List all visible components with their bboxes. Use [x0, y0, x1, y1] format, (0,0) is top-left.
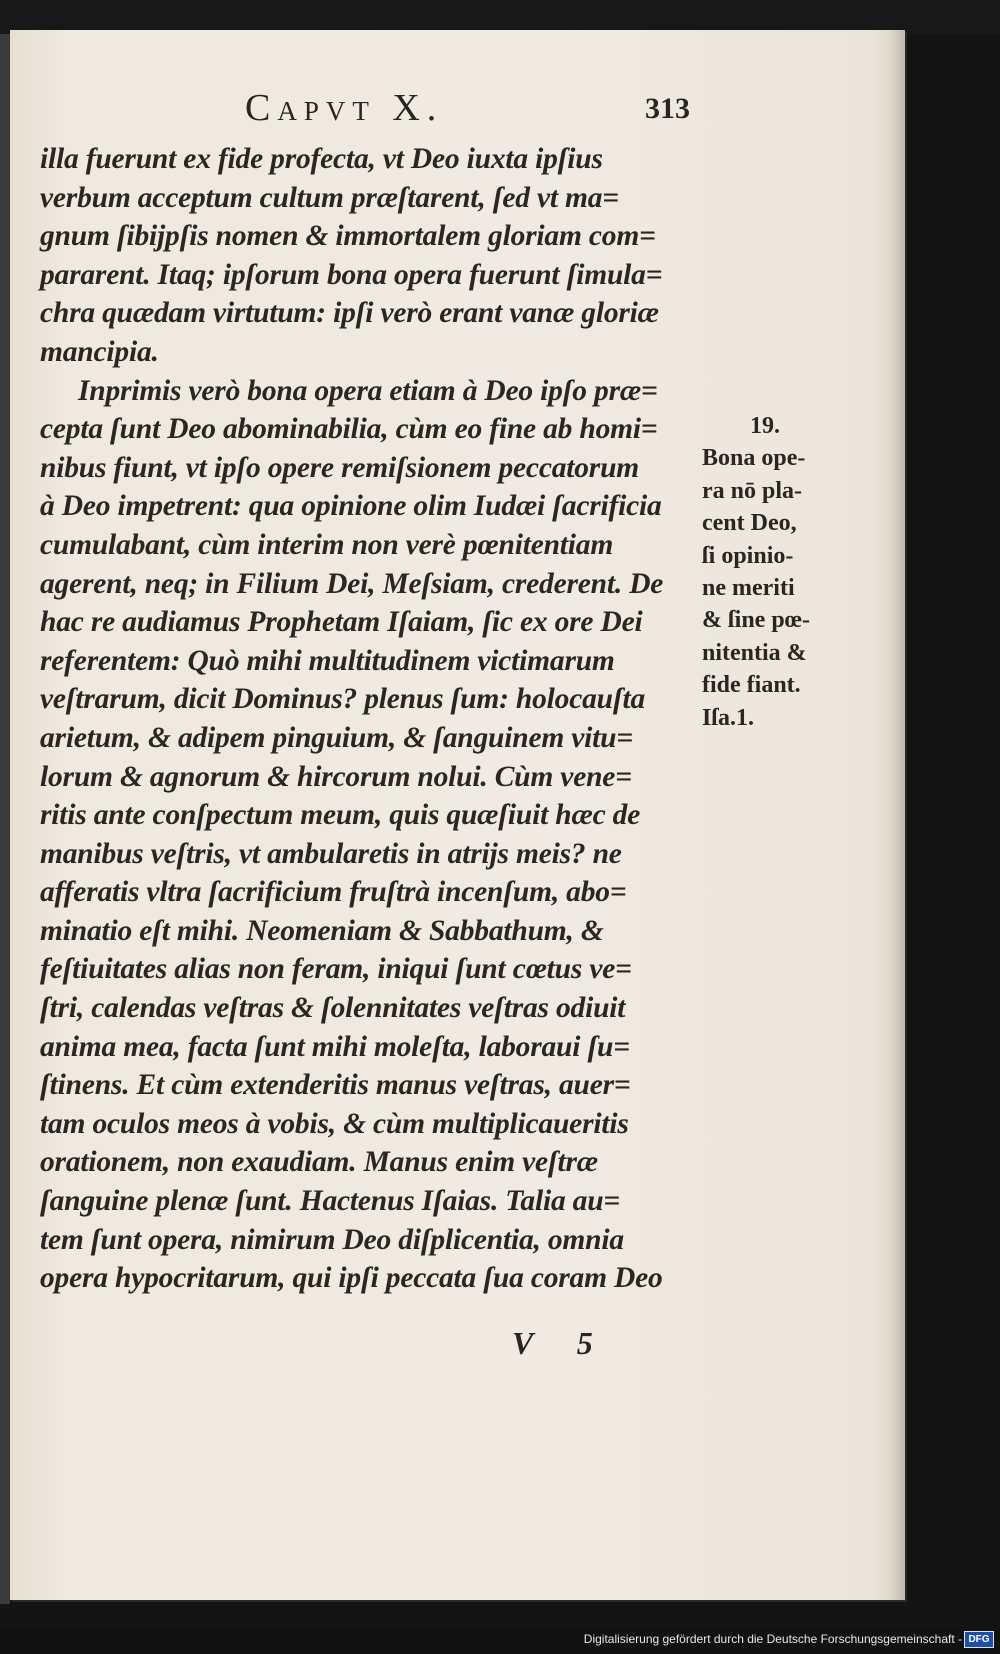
text-line: ſtinens. Et cùm extenderitis manus veſtras, auer= — [40, 1069, 631, 1102]
dfg-logo-icon: DFG — [964, 1631, 994, 1648]
text-line: chra quædam virtutum: ipſi verò erant vanæ gloriæ — [40, 297, 659, 330]
text-line: nibus fiunt, vt ipſo opere remiſsionem peccatorum — [40, 451, 640, 484]
marginal-note-line: fide fiant. — [702, 672, 801, 699]
marginal-note — [702, 410, 842, 734]
text-line: manibus veſtris, vt ambularetis in atrijs meis? ne — [40, 837, 622, 870]
text-line: referentem: Quò mihi multitudinem victimarum — [40, 644, 615, 677]
text-line: verbum acceptum cultum præſtarent, ſed vt ma= — [40, 181, 619, 214]
text-line: tem ſunt opera, nimirum Deo diſplicentia, omnia — [40, 1223, 624, 1256]
text-line: mancipia. — [40, 335, 159, 368]
text-line: anima mea, facta ſunt mihi moleſta, laboraui ſu= — [40, 1030, 630, 1063]
marginal-note-line: Iſa.1. — [702, 704, 755, 731]
text-line: feſtiuitates alias non feram, iniqui ſunt cœtus ve= — [40, 953, 632, 986]
digitization-credit: Digitalisierung gefördert durch die Deutsche Forschungsgemeinschaft - — [583, 1632, 962, 1646]
text-line: hac re audiamus Prophetam Iſaiam, ſic ex ore Dei — [40, 606, 643, 639]
text-line: tam oculos meos à vobis, & cùm multiplicaueritis — [40, 1107, 629, 1140]
scan-left-edge — [0, 34, 10, 1604]
marginal-note-line: & ſine pœ- — [702, 607, 810, 634]
text-line: arietum, & adipem pinguium, & ſanguinem vitu= — [40, 721, 633, 754]
text-line: veſtrarum, dicit Dominus? plenus ſum: holocauſta — [40, 683, 646, 716]
text-line: ritis ante conſpectum meum, quis quæſiuit hæc de — [40, 799, 641, 832]
text-line: à Deo impetrent: qua opinione olim Iudæi ſacrificia — [40, 490, 662, 523]
marginal-note-line: Bona ope- — [702, 445, 806, 472]
scan-top-border — [0, 0, 1000, 34]
page-header — [40, 86, 690, 136]
marginal-note-line: nitentia & — [702, 639, 807, 666]
text-line: ſanguine plenæ ſunt. Hactenus Iſaias. Talia au= — [40, 1185, 621, 1218]
text-line: afferatis vltra ſacrificium fruſtrà incenſum, abo= — [40, 876, 627, 909]
text-line: opera hypocritarum, qui ipſi peccata ſua coram Deo — [40, 1262, 663, 1295]
page-number: 313 — [645, 92, 690, 125]
text-line: Inprimis verò bona opera etiam à Deo ipſo præ= — [78, 374, 658, 407]
text-line: agerent, neq; in Filium Dei, Meſsiam, crederent. De — [40, 567, 664, 600]
marginal-note-number: 19. — [750, 413, 780, 439]
marginal-note-line: ne meriti — [702, 575, 795, 602]
running-head: Capvt X. — [245, 87, 444, 129]
text-line: orationem, non exaudiam. Manus enim veſtræ — [40, 1146, 598, 1179]
marginal-note-line: ſi opinio- — [702, 542, 794, 569]
text-line: lorum & agnorum & hircorum nolui. Cùm vene= — [40, 760, 632, 793]
text-line: cumulabant, cùm interim non verè pœnitentiam — [40, 528, 614, 561]
marginal-note-line: cent Deo, — [702, 510, 797, 537]
text-line: ſtri, calendas veſtras & ſolennitates veſtras odiuit — [40, 992, 626, 1025]
text-line: pararent. Itaq; ipſorum bona opera fuerunt ſimula= — [40, 258, 663, 291]
text-line: minatio eſt mihi. Neomeniam & Sabbathum, & — [40, 914, 604, 947]
main-text-block — [40, 140, 695, 1298]
signature-mark: V 5 — [512, 1325, 611, 1361]
text-line: gnum ſibijpſis nomen & immortalem gloriam com= — [40, 220, 656, 253]
page-gutter-shadow — [889, 30, 905, 1600]
marginal-note-line: ra nō pla- — [702, 477, 803, 504]
text-line: cepta ſunt Deo abominabilia, cùm eo fine ab homi= — [40, 413, 658, 446]
text-line: illa fuerunt ex fide profecta, vt Deo iuxta ipſius — [40, 143, 603, 175]
